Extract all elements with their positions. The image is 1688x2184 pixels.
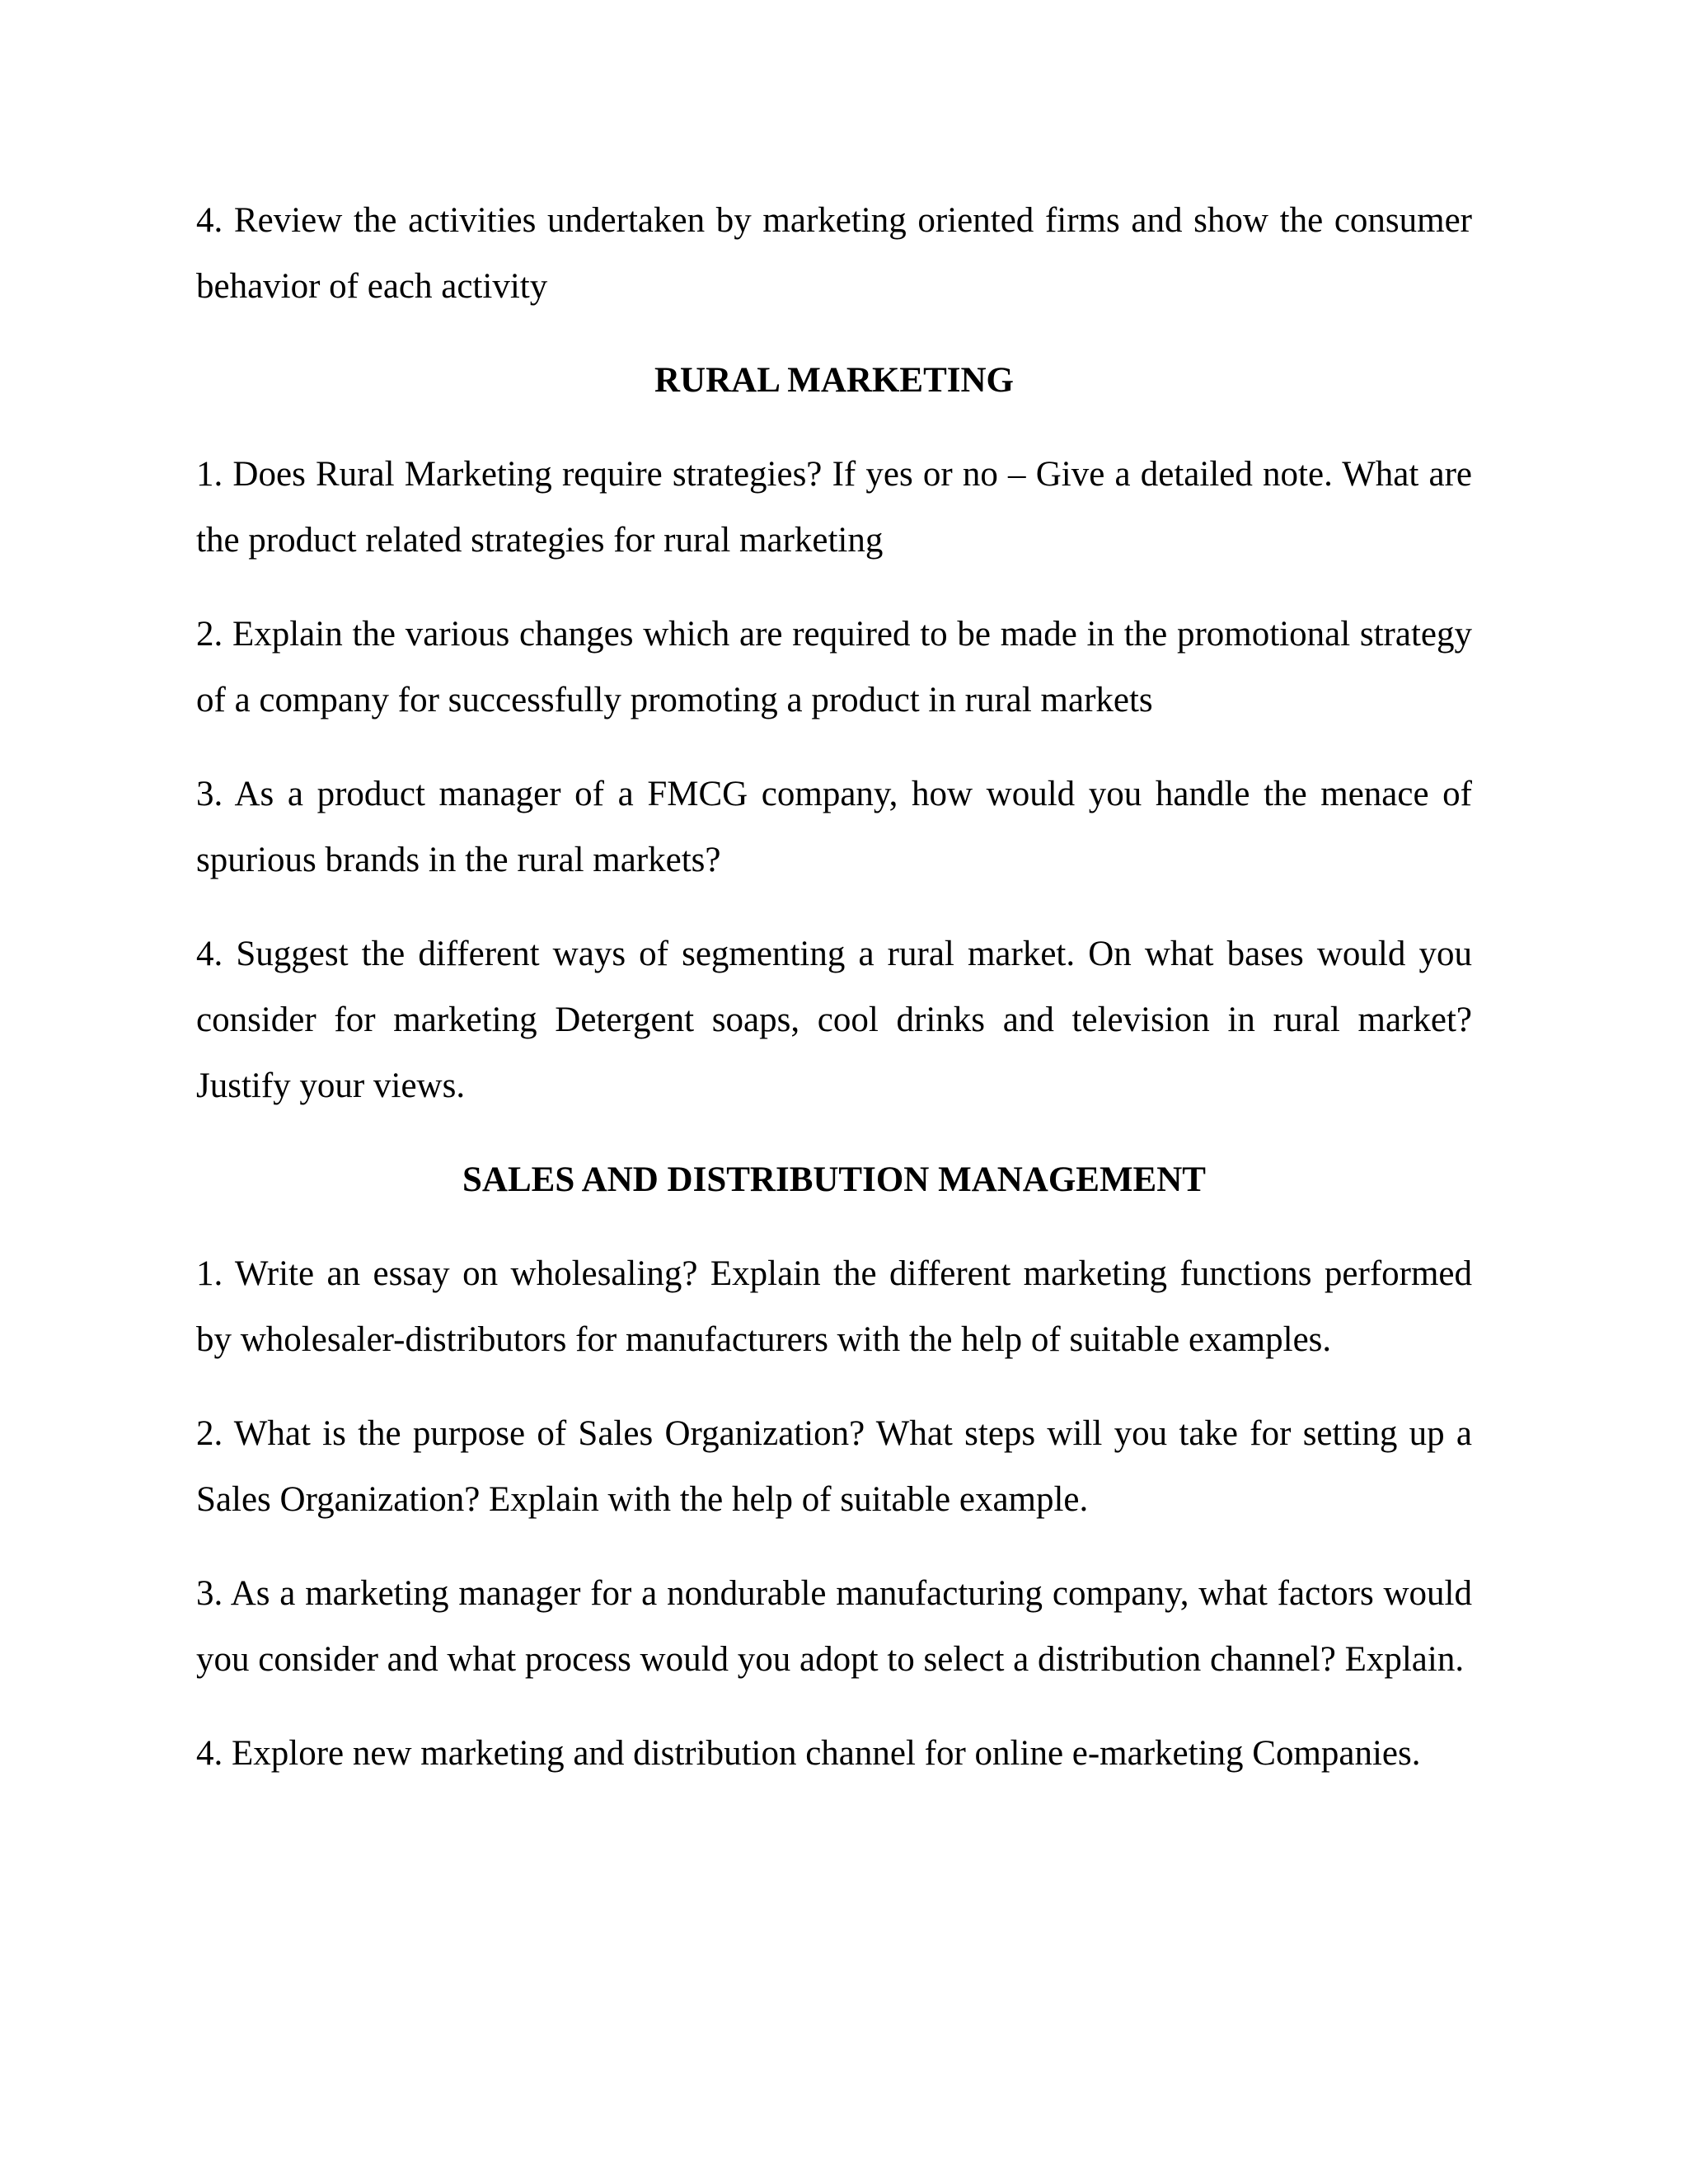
rural-question-2: 2. Explain the various changes which are required to be made in the promotional strategy of a company for successfully promoting a product in rural markets [196, 615, 1472, 719]
document-page [196, 188, 1472, 1815]
sales-question-1: 1. Write an essay on wholesaling? Explain the different marketing functions performed by wholesaler-distributors for manufacturers with the help of suitable examples. [196, 1254, 1472, 1359]
sales-question-4: 4. Explore new marketing and distribution channel for online e-marketing Companies. [196, 1734, 1421, 1773]
intro-question: 4. Review the activities undertaken by marketing oriented firms and show the consumer behavior of each activity [196, 201, 1472, 306]
rural-question-3: 3. As a product manager of a FMCG company, how would you handle the menace of spurious brands in the rural markets? [196, 775, 1472, 879]
rural-question-4: 4. Suggest the different ways of segmenting a rural market. On what bases would you consider for marketing Detergent soaps, cool drinks and television in rural market? Justify your views. [196, 935, 1472, 1105]
sales-question-3: 3. As a marketing manager for a nondurable manufacturing company, what factors would you consider and what process would you adopt to select a distribution channel? Explain. [196, 1574, 1472, 1679]
rural-question-1: 1. Does Rural Marketing require strategies? If yes or no – Give a detailed note. What are the product related strategies for rural marketing [196, 455, 1472, 560]
section-heading-rural-marketing: RURAL MARKETING [654, 361, 1014, 400]
sales-question-2: 2. What is the purpose of Sales Organization? What steps will you take for setting up a Sales Organization? Explain with the help of suitable example. [196, 1414, 1472, 1519]
section-heading-sales-distribution: SALES AND DISTRIBUTION MANAGEMENT [462, 1160, 1206, 1199]
